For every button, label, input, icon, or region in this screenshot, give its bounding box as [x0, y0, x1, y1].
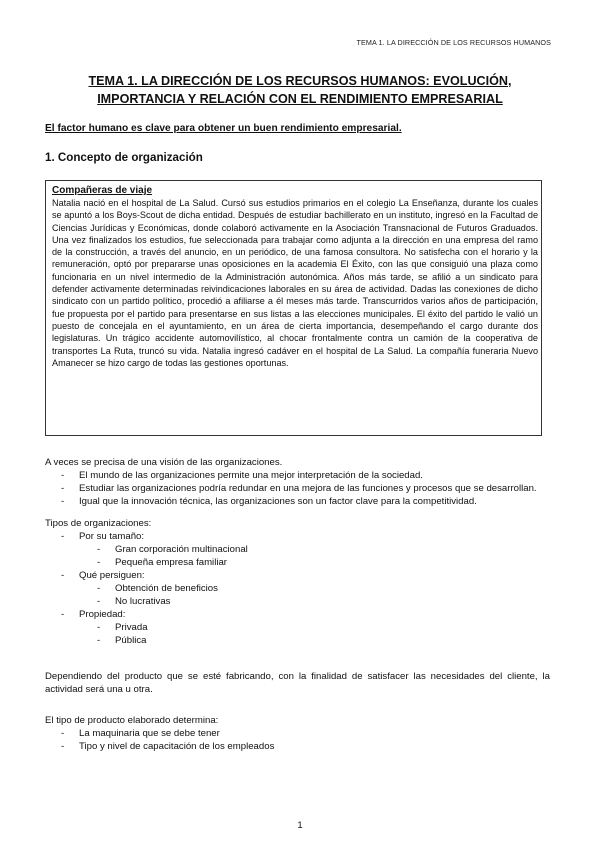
lead-statement: El factor humano es clave para obtener un buen rendimiento empresarial.	[45, 123, 402, 134]
list-item: - Privada	[97, 622, 148, 633]
dash-bullet: -	[61, 609, 65, 620]
dash-bullet: -	[61, 570, 65, 581]
dash-bullet: -	[97, 544, 101, 555]
section-heading: 1. Concepto de organización	[45, 151, 203, 164]
dash-bullet: -	[61, 531, 65, 542]
product-type-list	[45, 727, 550, 753]
types-intro: Tipos de organizaciones:	[45, 518, 152, 529]
dash-bullet: -	[97, 622, 101, 633]
dash-bullet: -	[97, 557, 101, 568]
vision-list	[45, 469, 550, 508]
dash-bullet: -	[61, 728, 65, 739]
list-item: - Tipo y nivel de capacitación de los empleados	[61, 741, 275, 752]
list-item: - Qué persiguen:	[61, 570, 145, 581]
list-item: - Obtención de beneficios	[97, 583, 218, 594]
running-header: TEMA 1. LA DIRECCIÓN DE LOS RECURSOS HUMANOS	[356, 38, 551, 47]
list-item: - Por su tamaño:	[61, 531, 145, 542]
dash-bullet: -	[61, 496, 65, 507]
list-item: - La maquinaria que se debe tener	[61, 728, 220, 739]
dash-bullet: -	[61, 483, 65, 494]
case-study-title: Compañeras de viaje	[52, 185, 153, 196]
list-item: - Estudiar las organizaciones podría redundar en una mejora de las funciones y procesos que se desarrollan.	[61, 483, 537, 494]
list-item: - Pública	[97, 635, 147, 646]
document-title	[50, 72, 550, 108]
product-type-intro: El tipo de producto elaborado determina:	[45, 715, 219, 726]
dash-bullet: -	[97, 583, 101, 594]
vision-block	[45, 456, 550, 508]
list-item: - Propiedad:	[61, 609, 126, 620]
dash-bullet: -	[97, 635, 101, 646]
list-item: - El mundo de las organizaciones permite una mejor interpretación de la sociedad.	[61, 470, 423, 481]
product-paragraph: Dependiendo del producto que se esté fabricando, con la finalidad de satisfacer las necesidades del cliente, la actividad será una u otra.	[45, 671, 550, 695]
list-item: - Igual que la innovación técnica, las organizaciones son un factor clave para la competitividad.	[61, 496, 477, 507]
vision-intro: A veces se precisa de una visión de las organizaciones.	[45, 457, 283, 468]
title-line-1: TEMA 1. LA DIRECCIÓN DE LOS RECURSOS HUMANOS: EVOLUCIÓN,	[88, 74, 512, 88]
types-block	[45, 517, 550, 647]
product-type-block	[45, 714, 550, 753]
dash-bullet: -	[97, 596, 101, 607]
case-study-text: Natalia nació en el hospital de La Salud. Cursó sus estudios primarios en el colegio La Enseñanza, durante los cuales se apuntó a los Boys-Scout de dicha entidad. Después de estudiar bachillerato en un instituto, ingresó en la Facultad de Ciencias Jurídicas y Económicas, donde colaboró activamente en la Asociación Transnacional de Futuros Graduados. Una vez finalizados los estudios, fue seleccionada para trabajar como adjunta a la dirección en una empresa del ramo de la construcción, a través del anuncio, en un periódico, de una famosa consultora. No satisfecha con el horario y la remuneración, optó por prepararse unas oposiciones en la academia El Éxito, con las que consiguió una plaza como funcionaria en un nivel intermedio de la Administración autonómica. Años más tarde, se afilió a un sindicato para defender activamente determinadas reivindicaciones laborales en su área de actividad. Dadas las conexiones de dicho sindicato con un partido político, procedió a afiliarse a él meses más tarde. Transcurridos varios años de participación, fue propuesta por el partido para presentarse en sus listas a las elecciones municipales. El éxito del partido le valió un puesto de concejala en el ayuntamiento, en un área de cierta importancia, desempeñando el cargo durante dos legislaturas. Un trágico accidente automovilístico, al chocar frontalmente contra un camión de la cooperativa de transportes La Ruta, truncó su vida. Natalia ingresó cadáver en el hospital de La Salud. La compañía funeraria Nuevo Amanecer se hizo cargo de todas las gestiones oportunas.	[52, 198, 538, 368]
case-study-box	[45, 180, 542, 436]
dash-bullet: -	[61, 470, 65, 481]
list-item: - No lucrativas	[97, 596, 171, 607]
title-line-2: IMPORTANCIA Y RELACIÓN CON EL RENDIMIENTO EMPRESARIAL	[97, 92, 503, 106]
list-item: - Gran corporación multinacional	[97, 544, 248, 555]
page-number: 1	[297, 820, 303, 831]
dash-bullet: -	[61, 741, 65, 752]
list-item: - Pequeña empresa familiar	[97, 557, 227, 568]
types-list	[45, 530, 550, 647]
